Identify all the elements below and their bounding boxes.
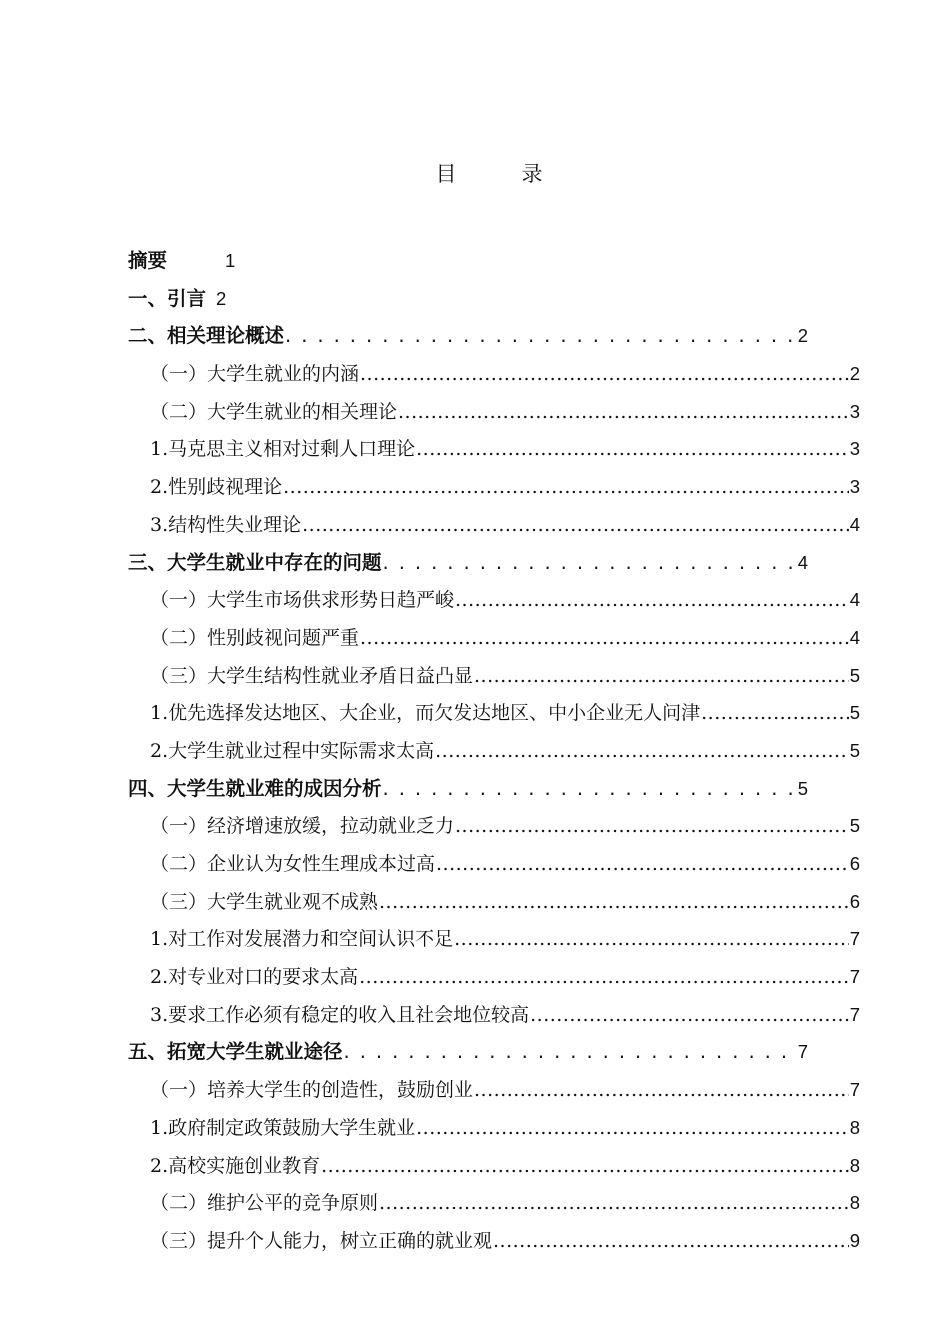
toc-entry[interactable]	[128, 958, 860, 996]
toc-entry-title: 2.对专业对口的要求太高	[150, 966, 359, 989]
toc-entry[interactable]	[128, 544, 808, 582]
toc-entry-page-number: 7	[849, 966, 860, 988]
toc-entry-title: （二）大学生就业的相关理论	[150, 400, 398, 423]
dot-leader	[359, 959, 849, 997]
toc-entry[interactable]	[128, 1222, 860, 1260]
toc-entry-page-number: 4	[849, 626, 860, 648]
toc-entry[interactable]	[128, 1147, 860, 1185]
toc-entry-title: （一）培养大学生的创造性，鼓励创业	[150, 1079, 474, 1102]
table-of-contents	[128, 242, 860, 1260]
dot-leader	[360, 620, 849, 658]
dot-leader	[283, 469, 849, 507]
dot-leader	[321, 1148, 849, 1186]
toc-entry[interactable]	[128, 393, 860, 431]
toc-entry-page-number: 8	[849, 1154, 860, 1176]
dot-leader	[474, 1072, 849, 1110]
toc-entry-title: 一、引言	[128, 286, 207, 310]
dot-leader	[455, 582, 849, 620]
toc-entry-title: 1.对工作对发展潜力和空间认识不足	[150, 928, 454, 951]
dot-leader	[383, 544, 797, 582]
toc-entry-title: （一）经济增速放缓，拉动就业乏力	[150, 815, 455, 838]
toc-entry-page-number: 4	[849, 589, 860, 611]
dot-leader	[383, 770, 797, 808]
toc-entry[interactable]	[128, 619, 860, 657]
toc-entry-page-number: 3	[849, 476, 860, 498]
dot-leader	[474, 658, 849, 696]
toc-entry-title: 四、大学生就业难的成因分析	[128, 776, 382, 800]
toc-entry-page-number: 9	[849, 1229, 860, 1251]
toc-entry-page-number: 5	[849, 815, 860, 837]
dot-leader	[344, 1033, 797, 1071]
toc-entry[interactable]	[128, 732, 860, 770]
dot-leader	[454, 921, 849, 959]
toc-entry[interactable]	[128, 242, 860, 280]
toc-entry-page-number: 3	[849, 438, 860, 460]
toc-entry[interactable]	[128, 996, 860, 1034]
toc-entry[interactable]	[128, 317, 808, 355]
toc-entry[interactable]	[128, 1033, 808, 1071]
dot-leader	[379, 1185, 849, 1223]
toc-entry[interactable]	[128, 770, 808, 808]
dot-leader	[360, 356, 849, 394]
toc-entry-page-number: 7	[849, 928, 860, 950]
toc-entry-page-number: 7	[797, 1041, 808, 1063]
toc-entry-title: 二、相关理论概述	[128, 324, 285, 348]
toc-entry-title: （一）大学生就业的内涵	[150, 363, 360, 386]
toc-entry[interactable]	[128, 280, 860, 318]
toc-entry-page-number: 6	[849, 890, 860, 912]
toc-entry[interactable]	[128, 883, 860, 921]
dot-leader	[398, 394, 849, 432]
toc-entry[interactable]	[128, 581, 860, 619]
toc-entry-title: 2.大学生就业过程中实际需求太高	[150, 739, 435, 762]
dot-leader	[436, 846, 849, 884]
page-title: 目 录	[435, 162, 565, 186]
toc-entry-page-number: 1	[225, 250, 236, 271]
toc-entry[interactable]	[128, 1184, 860, 1222]
toc-entry[interactable]	[128, 355, 860, 393]
toc-entry[interactable]	[128, 694, 860, 732]
dot-leader	[493, 1223, 849, 1261]
toc-entry[interactable]	[128, 845, 860, 883]
toc-entry[interactable]	[128, 807, 860, 845]
toc-entry-page-number: 7	[849, 1003, 860, 1025]
toc-entry[interactable]	[128, 506, 860, 544]
toc-entry-title: 三、大学生就业中存在的问题	[128, 550, 382, 574]
toc-entry-title: 摘要	[128, 249, 168, 272]
dot-leader	[379, 884, 849, 922]
toc-entry-title: 3.要求工作必须有稳定的收入且社会地位较高	[150, 1003, 530, 1026]
toc-entry[interactable]	[128, 430, 860, 468]
toc-entry-title: （三）大学生结构性就业矛盾日益凸显	[150, 664, 474, 687]
toc-entry-title: （三）提升个人能力，树立正确的就业观	[150, 1229, 493, 1252]
toc-entry-page-number: 2	[797, 325, 808, 347]
toc-entry-page-number: 5	[797, 777, 808, 799]
toc-entry[interactable]	[128, 1071, 860, 1109]
dot-leader	[701, 695, 849, 733]
toc-entry-title: （一）大学生市场供求形势日趋严峻	[150, 589, 455, 612]
toc-entry-title: 2.性别歧视理论	[150, 476, 283, 499]
toc-entry-page-number: 5	[849, 664, 860, 686]
toc-entry-title: （二）性别歧视问题严重	[150, 626, 360, 649]
toc-entry-title: 3.结构性失业理论	[150, 513, 302, 536]
dot-leader	[416, 431, 849, 469]
dot-leader	[285, 317, 797, 355]
dot-leader	[435, 733, 849, 771]
toc-entry-page-number: 4	[849, 513, 860, 535]
toc-entry-page-number: 5	[849, 702, 860, 724]
toc-entry-title: 2.高校实施创业教育	[150, 1154, 321, 1177]
toc-entry-page-number: 6	[849, 853, 860, 874]
toc-entry-title: （三）大学生就业观不成熟	[150, 890, 379, 913]
dot-leader	[302, 507, 849, 545]
toc-entry-title: 1.政府制定政策鼓励大学生就业	[150, 1116, 416, 1139]
dot-leader	[455, 808, 849, 846]
toc-entry[interactable]	[128, 1109, 860, 1147]
dot-leader	[416, 1110, 849, 1148]
toc-entry[interactable]	[128, 920, 860, 958]
toc-entry-title: 1.马克思主义相对过剩人口理论	[150, 438, 416, 461]
toc-entry-title: 1.优先选择发达地区、大企业，而欠发达地区、中小企业无人问津	[150, 702, 701, 725]
toc-entry-page-number: 7	[849, 1079, 860, 1101]
toc-entry-page-number: 8	[849, 1116, 860, 1138]
toc-entry-page-number: 5	[849, 739, 860, 761]
toc-entry-title: （二）维护公平的竞争原则	[150, 1192, 379, 1215]
toc-entry[interactable]	[128, 657, 860, 695]
toc-entry-page-number: 4	[797, 551, 808, 573]
toc-entry-title: 五、拓宽大学生就业途径	[128, 1040, 343, 1064]
toc-entry[interactable]	[128, 468, 860, 506]
toc-entry-page-number: 3	[849, 400, 860, 422]
toc-entry-title: （二）企业认为女性生理成本过高	[150, 853, 436, 875]
toc-entry-page-number: 8	[849, 1192, 860, 1214]
toc-entry-page-number: 2	[216, 287, 227, 309]
toc-entry-page-number: 2	[849, 363, 860, 385]
dot-leader	[530, 997, 849, 1035]
